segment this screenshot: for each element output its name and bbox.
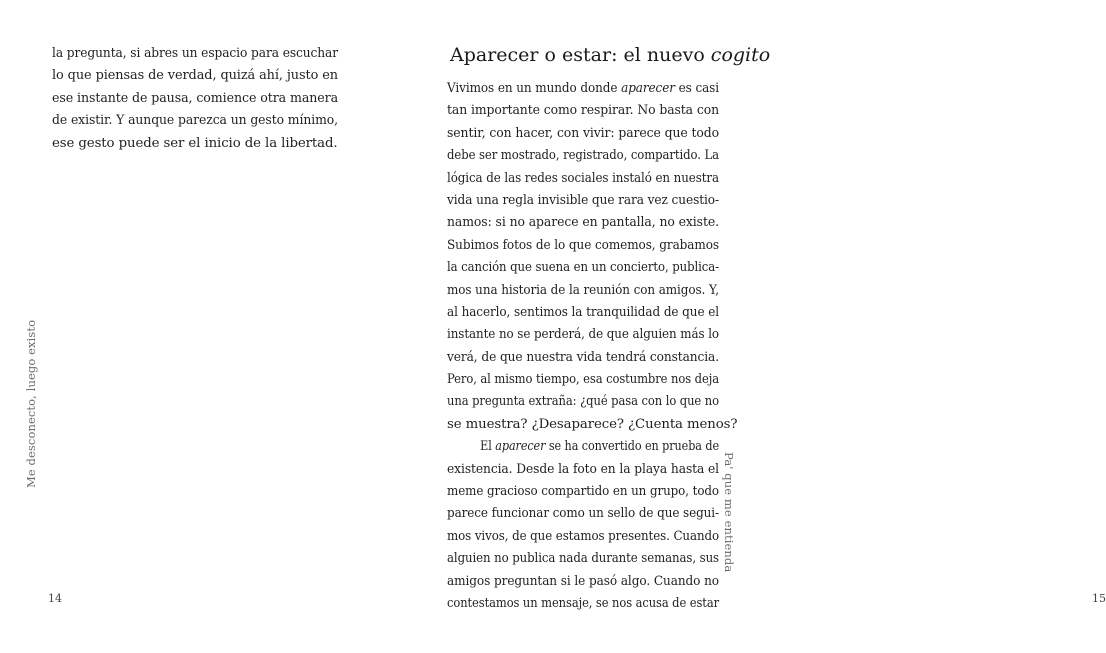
body-line: mos vivos, de que estamos presentes. Cuando (447, 528, 719, 544)
body-line: la canción que suena en un concierto, publica- (447, 260, 719, 276)
left-page-number: 14 (48, 592, 62, 605)
chapter-heading (450, 41, 771, 69)
body-line: namos: si no aparece en pantalla, no existe. (447, 215, 719, 231)
body-line: meme gracioso compartido en un grupo, todo (447, 484, 719, 500)
body-line: lógica de las redes sociales instaló en nuestra (447, 170, 719, 186)
chapter-heading-italic: cogito (710, 44, 771, 66)
body-line: ese instante de pausa, comience otra manera (52, 90, 338, 106)
body-line: sentir, con hacer, con vivir: parece que todo (447, 125, 719, 141)
body-line: una pregunta extraña: ¿qué pasa con lo que no (447, 394, 719, 410)
left-page (0, 0, 384, 653)
body-line: alguien no publica nada durante semanas, sus (447, 551, 719, 567)
body-line: ese gesto puede ser el inicio de la libertad. (52, 135, 338, 151)
emphasis-term: aparecer (621, 81, 675, 96)
body-line: de existir. Y aunque parezca un gesto mínimo, (52, 113, 338, 129)
body-line: verá, de que nuestra vida tendrá constancia. (447, 349, 719, 365)
body-line: la pregunta, si abres un espacio para escuchar (52, 46, 338, 61)
body-line: instante no se perderá, de que alguien más lo (447, 327, 719, 343)
body-line: El aparecer se ha convertido en prueba de (480, 439, 719, 455)
body-line: vida una regla invisible que rara vez cuestio- (447, 192, 719, 208)
body-line: contestamos un mensaje, se nos acusa de estar (447, 595, 719, 611)
body-line: tan importante como respirar. No basta con (447, 103, 719, 119)
body-line: al hacerlo, sentimos la tranquilidad de que el (447, 304, 719, 320)
chapter-heading-main: Aparecer o estar: el nuevo (450, 44, 711, 66)
body-line: Vivimos en un mundo donde aparecer es casi (447, 81, 719, 96)
body-line: mos una historia de la reunión con amigos. Y, (447, 282, 719, 298)
left-page-body (52, 43, 338, 155)
body-line: existencia. Desde la foto en la playa hasta el (447, 461, 719, 477)
body-line: se muestra? ¿Desaparece? ¿Cuenta menos? (447, 416, 738, 432)
right-page (384, 0, 1106, 653)
right-page-number: 15 (1092, 592, 1106, 605)
body-line: amigos preguntan si le pasó algo. Cuando no (447, 573, 719, 589)
right-running-head: Pa' que me entienda (722, 452, 736, 573)
left-running-head: Me desconecto, luego existo (24, 319, 38, 488)
body-line: Pero, al mismo tiempo, esa costumbre nos deja (447, 372, 719, 388)
body-line: parece funcionar como un sello de que segui- (447, 506, 719, 522)
body-line: Subimos fotos de lo que comemos, grabamos (447, 237, 719, 253)
emphasis-term: aparecer (495, 439, 546, 455)
body-line: lo que piensas de verdad, quizá ahí, justo en (52, 68, 338, 84)
body-line: debe ser mostrado, registrado, compartido. La (447, 148, 719, 164)
